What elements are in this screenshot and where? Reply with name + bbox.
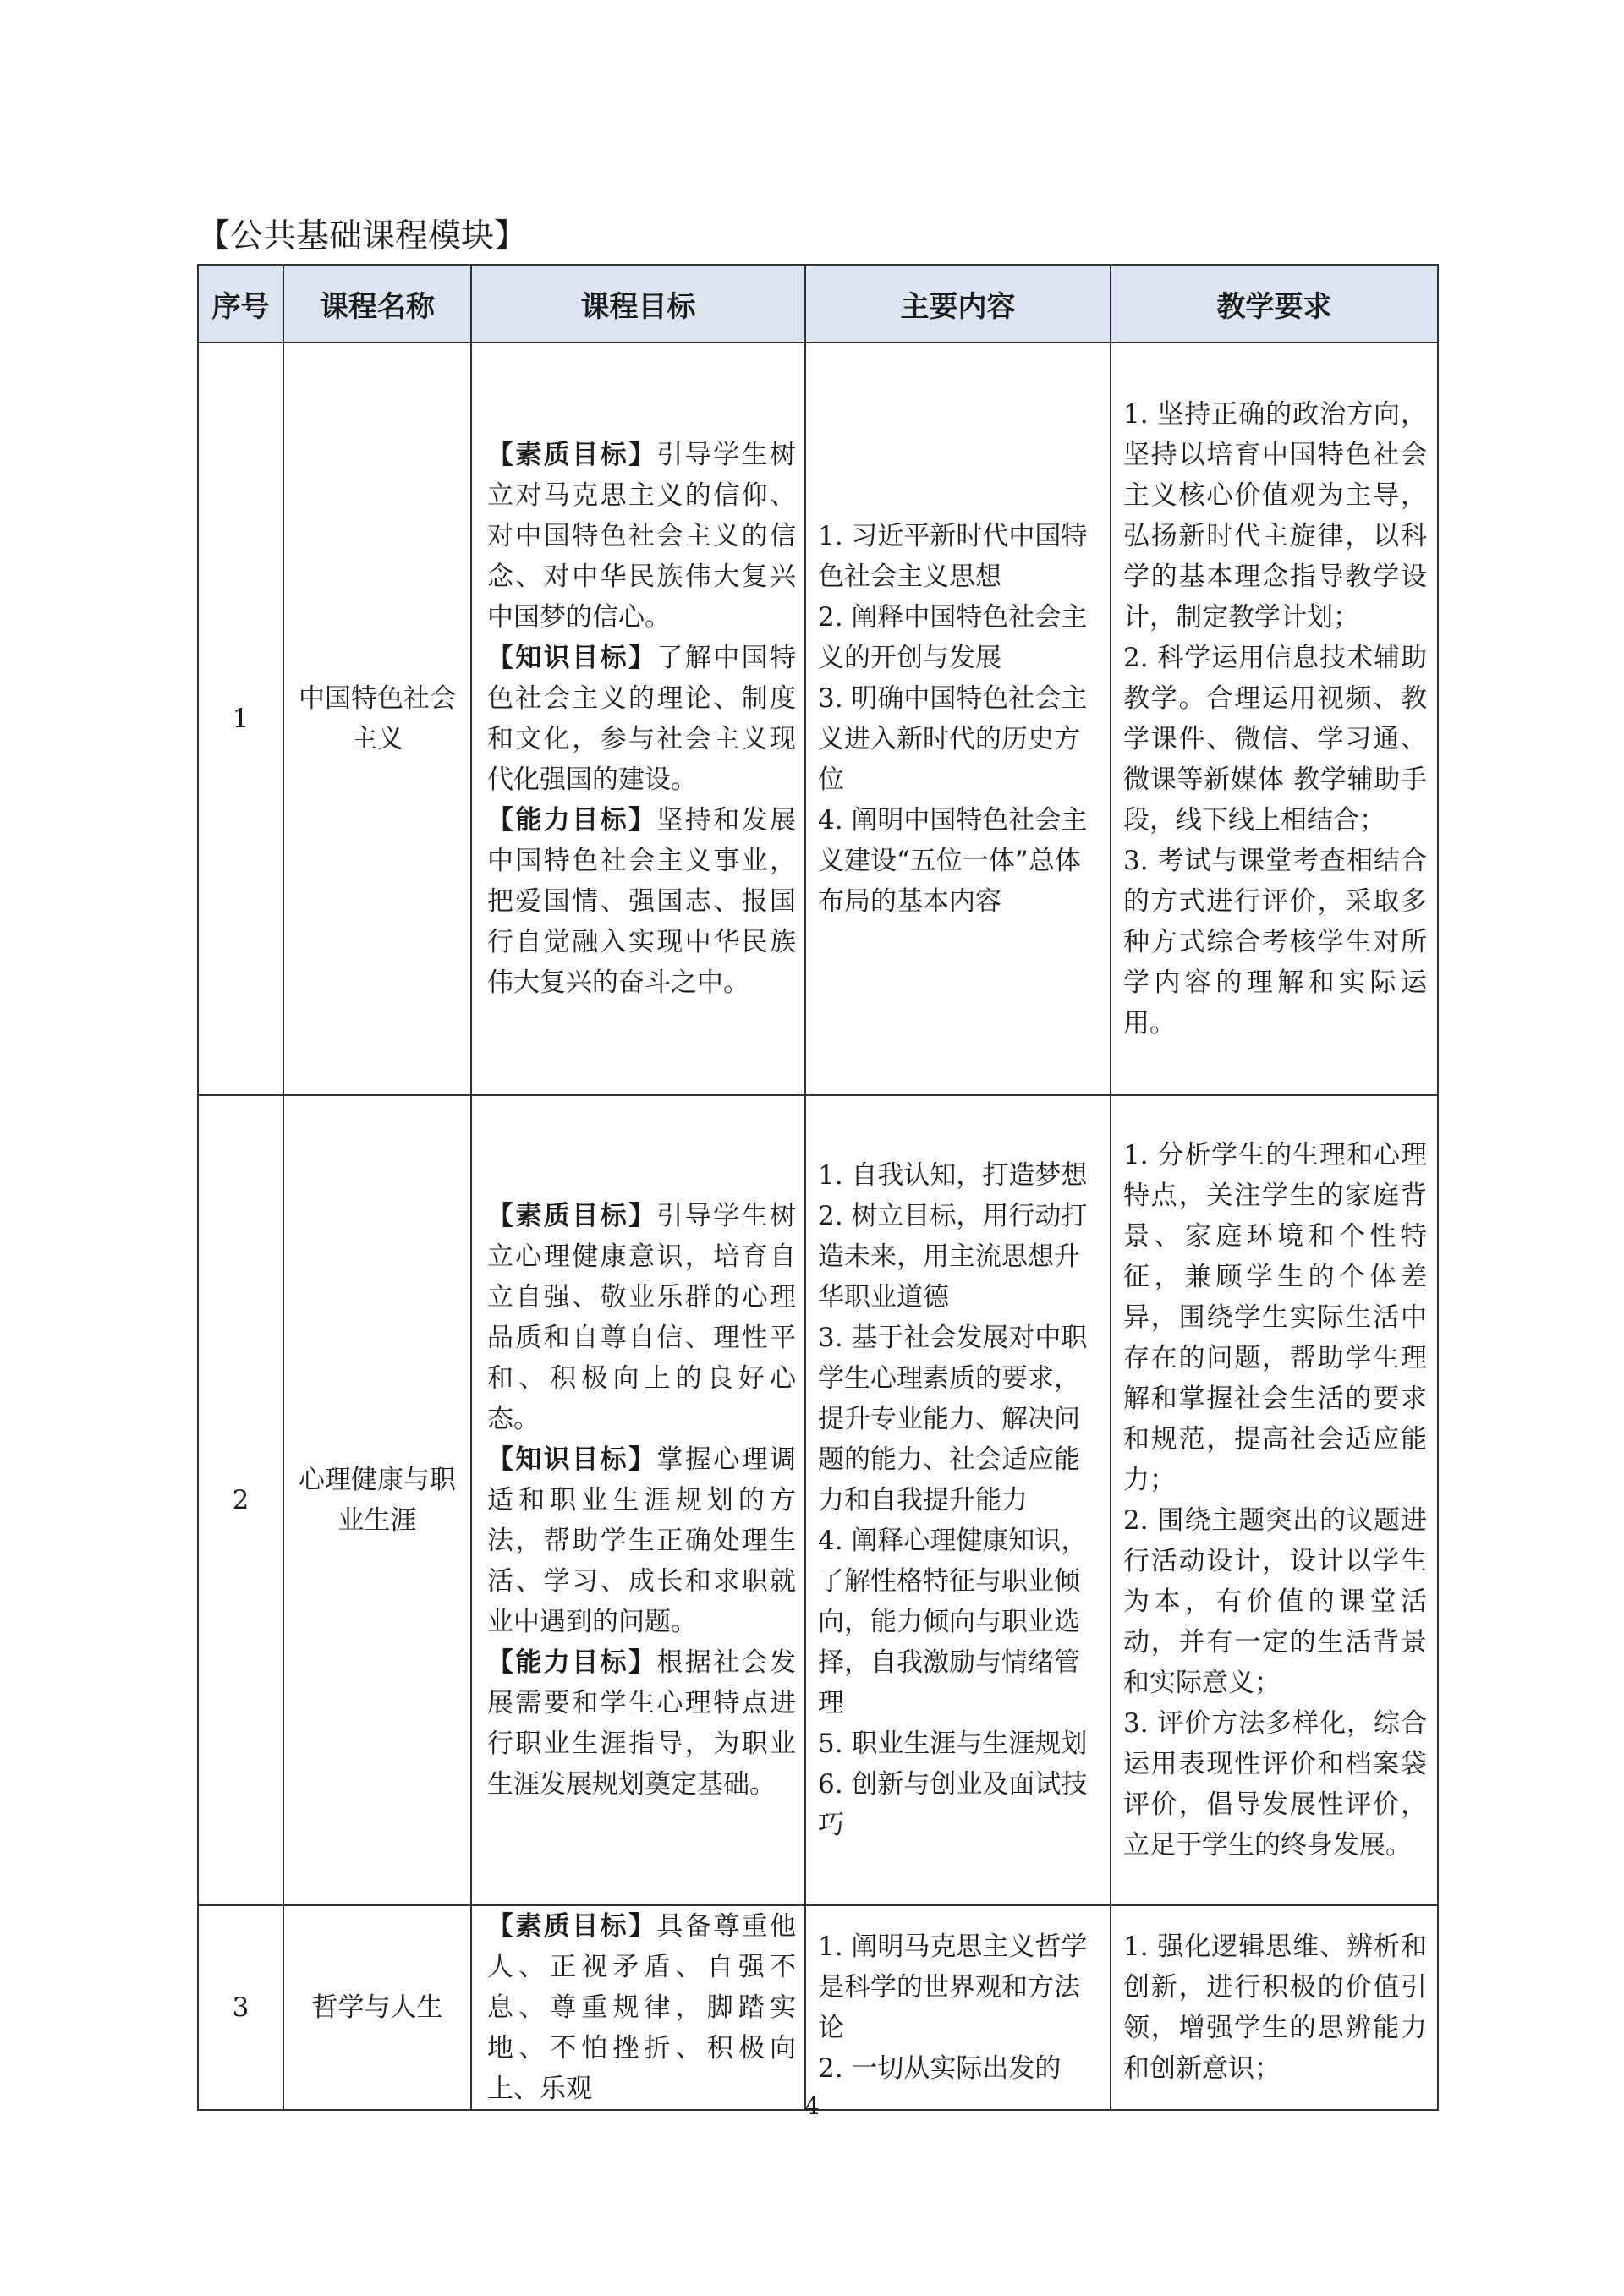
content-item: 4. 阐释心理健康知识，了解性格特征与职业倾向，能力倾向与职业选择，自我激励与情绪管理 [818,1526,1088,1718]
requirement-item: 1. 坚持正确的政治方向，坚持以培育中国特色社会主义核心价值观为主导，弘扬新时代主旋律，以科学的基本理念指导教学设计，制定教学计划； [1123,399,1427,633]
content-item: 2. 一切从实际出发的 [818,2053,1062,2084]
row-course-goals [471,342,805,1095]
row-teaching-requirements [1111,1095,1438,1905]
row-course-goals [471,1905,805,2110]
row-index: 2 [198,1095,283,1905]
content-item: 1. 自我认知，打造梦想 [818,1160,1088,1191]
goal-item [487,1906,796,2109]
row-teaching-requirements [1111,1905,1438,2110]
row-teaching-requirements [1111,342,1438,1095]
header-course-name: 课程名称 [283,265,471,342]
goal-text: 了解中国特色社会主义的理论、制度和文化，参与社会主义现代化强国的建设。 [487,643,797,795]
requirement-item: 3. 评价方法多样化，综合运用表现性评价和档案袋评价，倡导发展性评价，立足于学生的终身发展。 [1123,1708,1427,1860]
content-item: 5. 职业生涯与生涯规划 [818,1729,1088,1759]
requirement-item: 1. 强化逻辑思维、辨析和创新，进行积极的价值引领，增强学生的思辨能力和创新意识； [1123,1932,1427,2084]
goal-tag: 【知识目标】 [487,1444,657,1475]
header-index: 序号 [198,265,283,342]
content-item: 4. 阐明中国特色社会主义建设“五位一体”总体布局的基本内容 [818,805,1088,917]
goal-text: 引导学生树立对马克思主义的信仰、对中国特色社会主义的信念、对中华民族伟大复兴中国梦的信心。 [487,440,797,633]
requirement-item: 2. 科学运用信息技术辅助教学。合理运用视频、教学课件、微信、学习通、微课等新媒体 教学辅助手段，线下线上相结合； [1123,643,1427,836]
goal-item [487,1439,796,1642]
content-item: 3. 明确中国特色社会主义进入新时代的历史方位 [818,683,1088,795]
goal-text: 坚持和发展中国特色社会主义事业，把爱国情、强国志、报国行自觉融入实现中华民族伟大复兴的奋斗之中。 [487,805,797,998]
content-item: 6. 创新与创业及面试技巧 [818,1769,1088,1840]
row-index: 3 [198,1905,283,2110]
row-index: 1 [198,342,283,1095]
requirement-item: 1. 分析学生的生理和心理特点，关注学生的家庭背景、家庭环境和个性特征，兼顾学生的个体差异，围绕学生实际生活中存在的问题，帮助学生理解和掌握社会生活的要求和规范，提高社会适应能力； [1123,1140,1427,1495]
goal-text: 具备尊重他人、正视矛盾、自强不息、尊重规律，脚踏实地、不怕挫折、积极向上、乐观 [487,1911,797,2104]
table-header-row [198,265,1438,342]
goal-tag: 【素质目标】 [487,1911,657,1942]
table-row [198,342,1438,1095]
content-item: 2. 树立目标，用行动打造未来，用主流思想升华职业道德 [818,1201,1088,1312]
goal-tag: 【能力目标】 [487,805,657,836]
section-title: 【公共基础课程模块】 [197,217,528,255]
requirement-item: 3. 考试与课堂考查相结合的方式进行评价，采取多种方式综合考核学生对所学内容的理解和实际运用。 [1123,846,1427,1038]
goal-text: 引导学生树立心理健康意识，培育自立自强、敬业乐群的心理品质和自尊自信、理性平和、积极向上的良好心态。 [487,1201,797,1434]
goal-item [487,435,796,638]
row-main-content [805,342,1111,1095]
header-course-goal: 课程目标 [471,265,805,342]
row-course-name: 心理健康与职业生涯 [283,1095,471,1905]
row-main-content [805,1095,1111,1905]
goal-tag: 【素质目标】 [487,1201,657,1231]
content-item: 3. 基于社会发展对中职学生心理素质的要求，提升专业能力、解决问题的能力、社会适应能力和自我提升能力 [818,1323,1088,1515]
requirement-item: 2. 围绕主题突出的议题进行活动设计，设计以学生为本，有价值的课堂活动，并有一定的生活背景和实际意义； [1123,1505,1427,1698]
goal-tag: 【素质目标】 [487,440,657,470]
row-course-goals [471,1095,805,1905]
content-item: 1. 阐明马克思主义哲学是科学的世界观和方法论 [818,1932,1088,2043]
course-table [197,264,1439,2111]
content-item: 1. 习近平新时代中国特色社会主义思想 [818,521,1088,592]
goal-tag: 【知识目标】 [487,643,657,673]
goal-item [487,1196,796,1439]
goal-text: 根据社会发展需要和学生心理特点进行职业生涯指导，为职业生涯发展规划奠定基础。 [487,1647,797,1800]
goal-item [487,1642,796,1805]
page-number: 4 [804,2092,820,2120]
table-row [198,1905,1438,2110]
content-item: 2. 阐释中国特色社会主义的开创与发展 [818,602,1088,673]
row-course-name: 哲学与人生 [283,1905,471,2110]
goal-item [487,638,796,800]
goal-text: 掌握心理调适和职业生涯规划的方法，帮助学生正确处理生活、学习、成长和求职就业中遇到的问题。 [487,1444,797,1637]
row-main-content [805,1905,1111,2110]
table-row [198,1095,1438,1905]
header-teaching-requirements: 教学要求 [1111,265,1438,342]
row-course-name: 中国特色社会主义 [283,342,471,1095]
header-main-content: 主要内容 [805,265,1111,342]
goal-tag: 【能力目标】 [487,1647,657,1678]
goal-item [487,800,796,1003]
